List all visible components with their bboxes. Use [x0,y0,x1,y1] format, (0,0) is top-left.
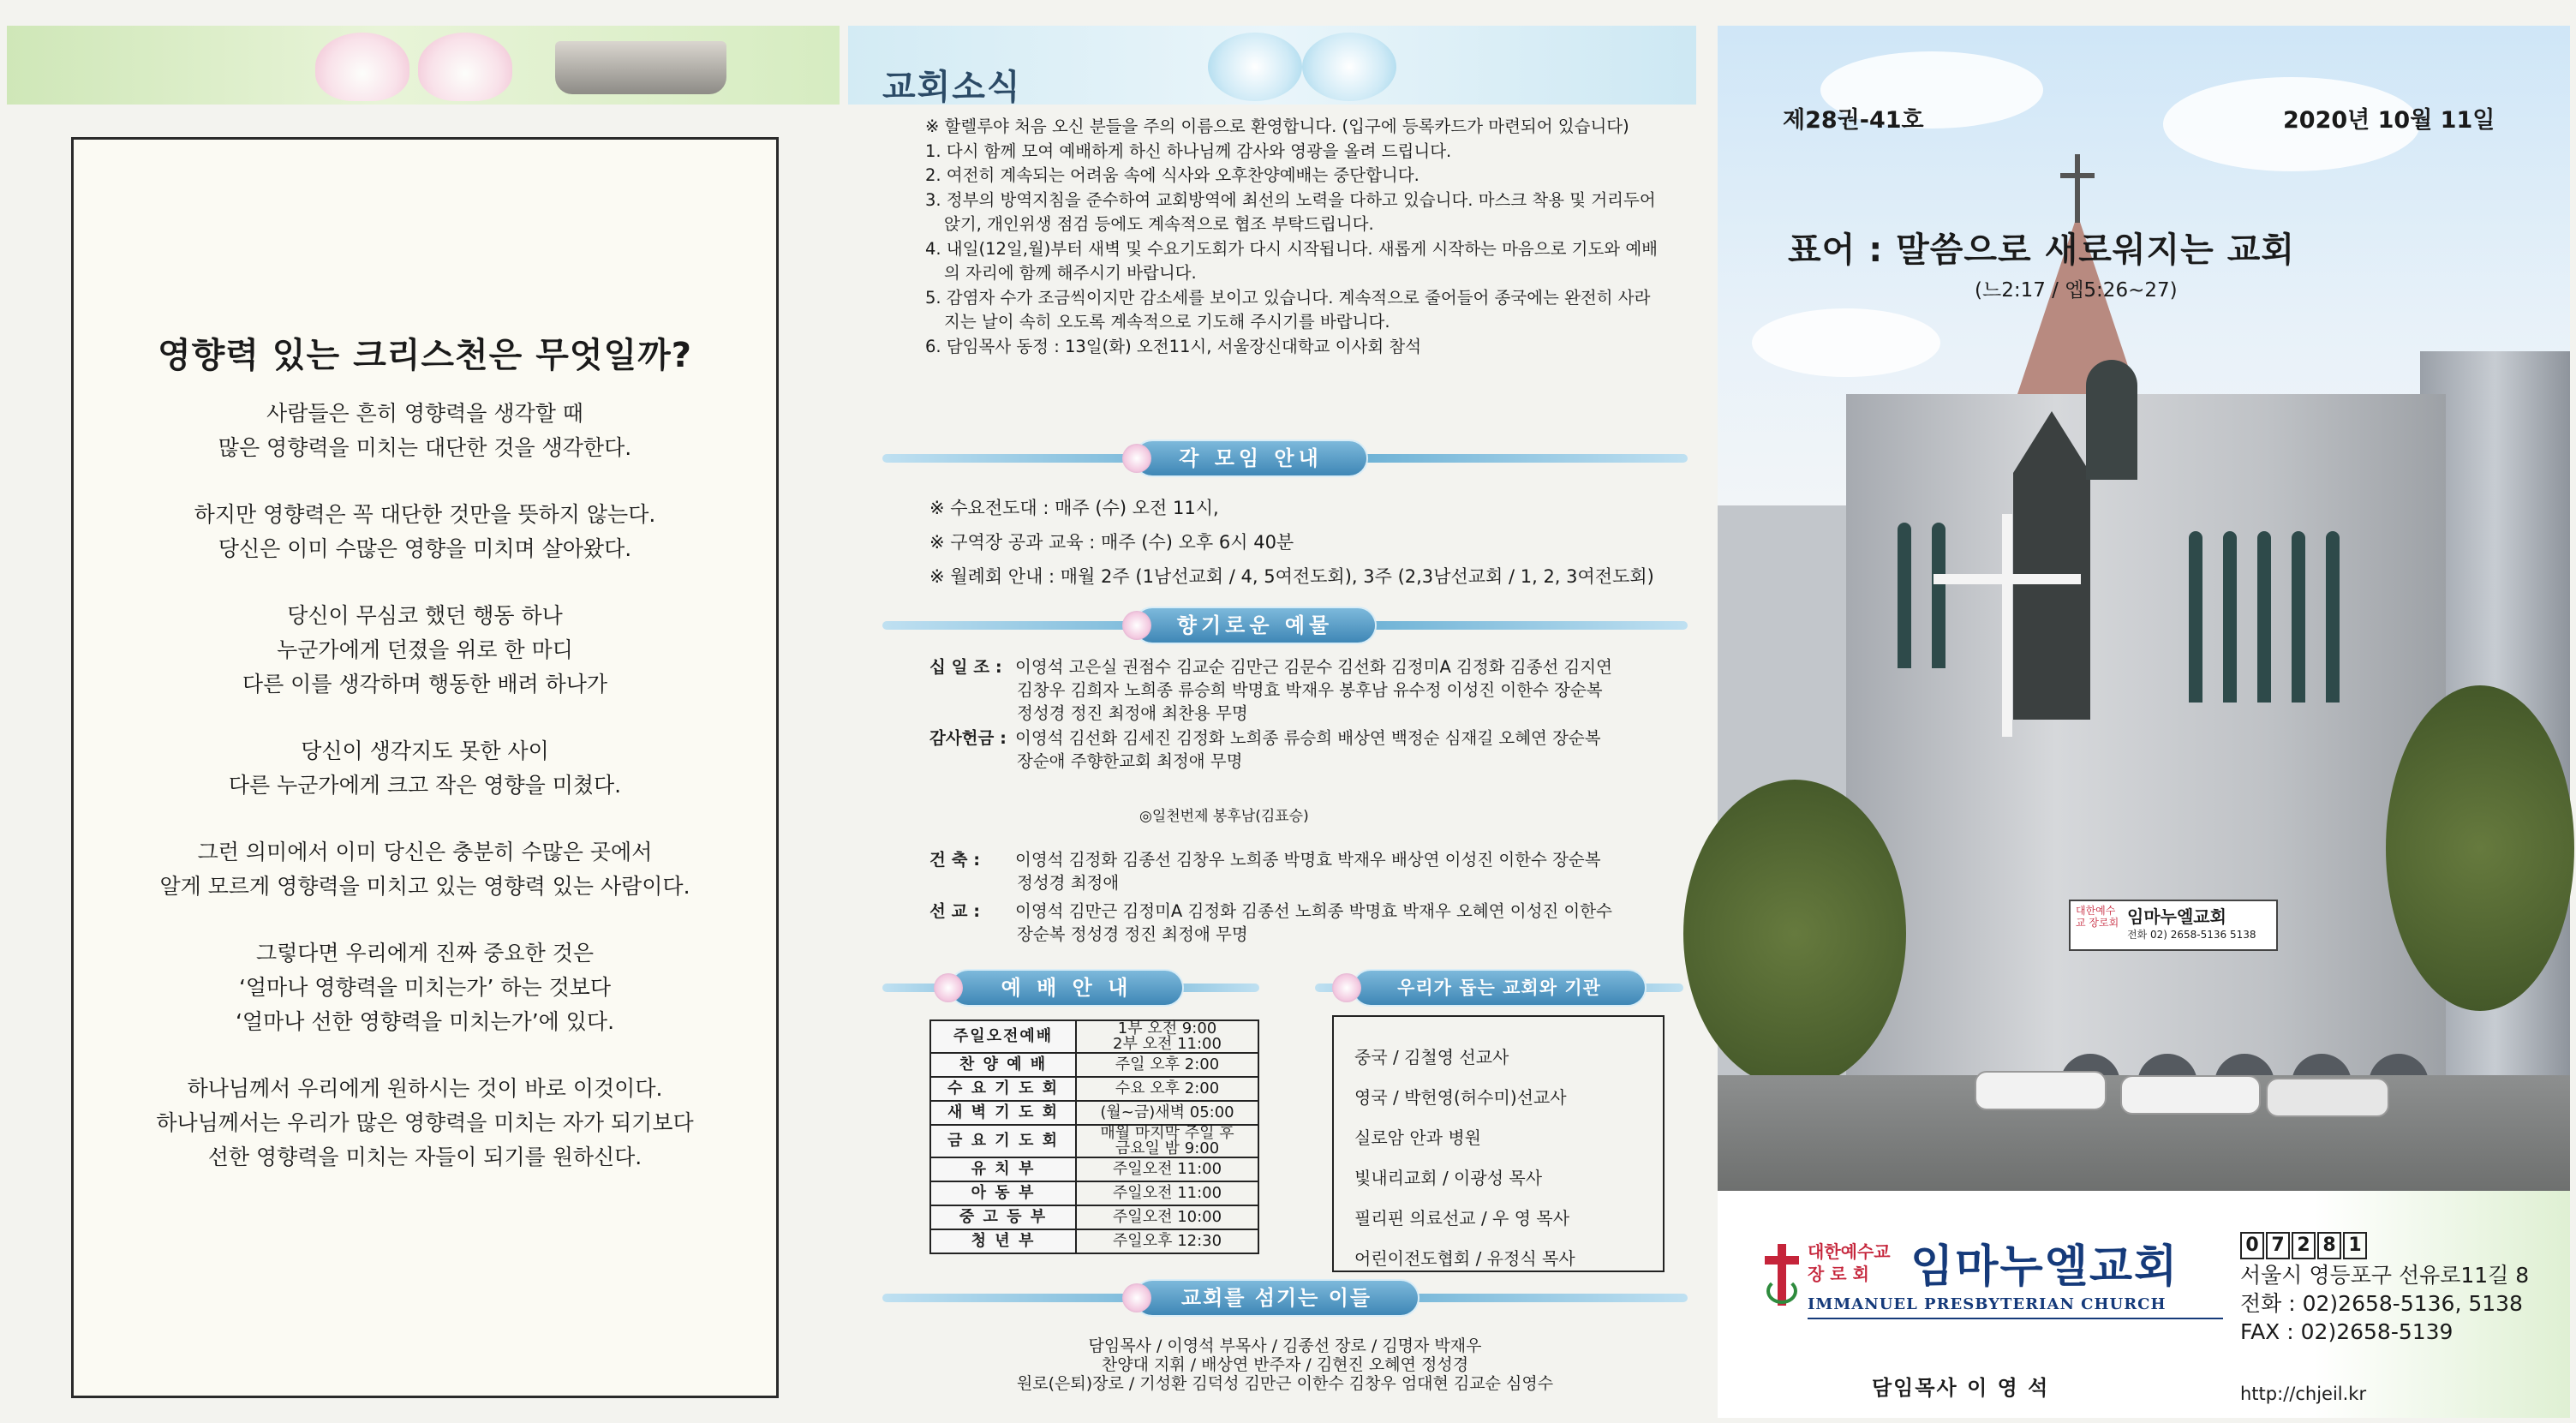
flower-icon [934,973,963,1002]
denomination: 대한예수교 장 로 회 [1808,1241,1891,1284]
flower-icon [1122,1283,1151,1312]
essay-stanza [74,599,776,702]
church-footer [1718,1191,2570,1418]
news-item: 5. 감염자 수가 조금씩이지만 감소세를 보이고 있습니다. 계속적으로 줄어들어 종국에는 완전히 사라 [925,287,1651,308]
motto-reference: (느2:17 / 엡5:26~27) [1975,279,2178,302]
worship-row [930,1205,1258,1229]
building-list: 건 축 : 이영석 김정화 김종선 김창우 노희종 박명효 박재우 배상연 이성진 이한수 장순복 정성경 최정애 [929,850,1601,893]
essay-line: 그렇다면 우리에게 진짜 중요한 것은 [255,941,595,966]
news-item: 의 자리에 함께 해주시기 바랍니다. [944,263,1197,283]
worship-row [930,1157,1258,1181]
church-name-english: IMMANUEL PRESBYTERIAN CHURCH [1808,1295,2167,1313]
news-item: ※ 할렐루야 처음 오신 분들을 주의 이름으로 환영합니다. (입구에 등록카드가 마련되어 있습니다) [925,117,1629,136]
essay-stanza [74,936,776,1039]
window [2189,531,2202,703]
underline [1808,1318,2223,1319]
offering-heading: 향기로운 예물 [1135,608,1375,643]
worship-row [930,1229,1258,1253]
postal-code: 0 7 2 8 1 [2240,1232,2369,1259]
tall-window [2013,411,2090,720]
essay-line: 사람들은 흔히 영향력을 생각할 때 [266,401,583,426]
church-name: 임마누엘교회 [1910,1241,2179,1293]
tall-window [2086,360,2137,480]
worship-heading: 예 배 안 내 [951,971,1182,1005]
essay-line: 그런 의미에서 이미 당신은 충분히 수많은 곳에서 [197,840,653,864]
thanks-list: 감사헌금 : 이영석 김선화 김세진 김정화 노희종 류승희 배상연 백정순 심재길 오혜연 장순복 장순애 주향한교회 최정애 무명 [929,728,1601,771]
worship-row [930,1077,1258,1101]
tree [2386,685,2574,1011]
meeting-item: ※ 월례회 안내 : 매월 2주 (1남선교회 / 4, 5여전도회), 3주 (2,3남선교회 / 1, 2, 3여전도회) [929,566,1654,587]
worship-time: 매월 마지막 주일 후 금요일 밤 9:00 [1076,1125,1258,1157]
church-photo [1718,26,2570,1191]
essay-line: 선한 영향력을 미치는 자들이 되기를 원하신다. [207,1145,643,1169]
essay-title: 영향력 있는 크리스천은 무엇일까? [158,336,692,375]
essay-line: ‘얼마나 선한 영향력을 미치는가’에 있다. [235,1009,615,1034]
essay-line: 많은 영향력을 미치는 대단한 것을 생각한다. [218,435,632,460]
support-heading: 우리가 돕는 교회와 기관 [1354,971,1645,1005]
church-motto: 표어 : 말씀으로 새로워지는 교회 [1788,230,2296,270]
essay-stanza [74,1072,776,1175]
worship-time: 1부 오전 9:00 2부 오전 11:00 [1076,1020,1258,1053]
essay-line: ‘얼마나 영향력을 미치는가’ 하는 것보다 [238,975,612,1000]
support-item: 실로암 안과 병원 [1354,1127,1481,1148]
worship-name: 주일오전예배 [930,1020,1076,1053]
essay-stanza [74,397,776,465]
essay-box [71,137,779,1398]
window [2223,531,2237,703]
worship-name: 금 요 기 도 회 [930,1125,1076,1157]
worship-row [930,1181,1258,1205]
facade-cross [1933,574,2081,584]
middle-panel [848,26,1696,1418]
worship-name: 유 치 부 [930,1157,1076,1181]
window [2292,531,2305,703]
car [2120,1075,2261,1115]
top-banner [7,26,840,105]
worship-row [930,1053,1258,1077]
window [1932,523,1945,668]
heart-decoration [418,33,512,101]
essay-line: 누군가에게 던졌을 위로 한 마디 [277,637,573,662]
essay-stanza [74,734,776,803]
cross-logo-icon [1765,1244,1799,1306]
phone: 전화 : 02)2658-5136, 5138 [2240,1291,2523,1316]
worship-table [929,1019,1259,1254]
support-item: 중국 / 김철영 선교사 [1354,1047,1509,1067]
essay-stanza [74,498,776,566]
cloud [1752,308,1940,377]
worship-time: (월~금)새벽 05:00 [1076,1101,1258,1125]
left-panel [7,26,840,1418]
support-item: 필리핀 의료선교 / 우 영 목사 [1354,1208,1570,1229]
essay-line: 당신은 이미 수많은 영향을 미치며 살아왔다. [218,536,632,561]
worship-name: 중 고 등 부 [930,1205,1076,1229]
essay-line: 하지만 영향력은 꼭 대단한 것만을 뜻하지 않는다. [194,502,656,527]
essay-line: 하나님께서 우리에게 원하시는 것이 바로 이것이다. [187,1076,663,1101]
news-item: 6. 담임목사 동정 : 13일(화) 오전11시, 서울장신대학교 이사회 참석 [925,336,1422,356]
support-item: 빛내리교회 / 이광성 목사 [1354,1168,1543,1188]
window [2326,531,2340,703]
bible-image [555,41,726,94]
worship-name: 아 동 부 [930,1181,1076,1205]
news-item: 4. 내일(12일,월)부터 새벽 및 수요기도회가 다시 시작됩니다. 새롭게 시작하는 마음으로 기도와 예배 [925,238,1659,259]
essay-line: 하나님께서는 우리가 많은 영향력을 미치는 자가 되기보다 [156,1110,694,1135]
essay-line: 다른 누군가에게 크고 작은 영향을 미쳤다. [228,773,622,798]
meeting-item: ※ 구역장 공과 교육 : 매주 (수) 오후 6시 40분 [929,532,1294,553]
first-offering: ◎일천번제 봉후남(김표승) [1139,808,1309,825]
news-item: 2. 여전히 계속되는 어려움 속에 식사와 오후찬양예배는 중단합니다. [925,165,1419,185]
contact-info [2240,1261,2529,1346]
tithe-list: 십 일 조 : 이영석 고은실 권점수 김교순 김만근 김문수 김선화 김정미A 김정화 김종선 김지연 김창우 김희자 노희종 류승희 박명효 박재우 봉후남 유수정 이성진 이한수 장순복 정성경 정진 최정애 최찬용 무명 [929,657,1612,723]
news-item: 앉기, 개인위생 점검 등에도 계속적으로 협조 부탁드립니다. [944,214,1374,234]
worship-name: 찬 양 예 배 [930,1053,1076,1077]
worship-time: 주일 오후 2:00 [1076,1053,1258,1077]
window [2257,531,2271,703]
essay-line: 다른 이를 생각하며 행동한 배려 하나가 [242,672,608,697]
serve-list: 담임목사 / 이영석 부목사 / 김종선 장로 / 김명자 박재우 찬양대 지휘 / 배상연 반주자 / 김현진 오혜연 정성경 원로(은퇴)장로 / 기성환 김덕성 김만근 이한수 김창우 엄대현 김교순 심영수 [1016,1336,1554,1393]
essay-body [74,397,776,1207]
heart-decoration [1208,33,1302,101]
support-item: 어린이전도협회 / 유정식 목사 [1354,1248,1575,1269]
worship-name: 수 요 기 도 회 [930,1077,1076,1101]
volume-number: 제28권-41호 [1783,107,1924,134]
support-item: 영국 / 박헌영(허수미)선교사 [1354,1087,1567,1108]
church-building [1846,394,2446,1148]
flower-icon [1122,611,1151,640]
news-item: 1. 다시 함께 모여 예배하게 하신 하나님께 감사와 영광을 올려 드립니다. [925,141,1452,161]
spire-cross [2075,154,2080,223]
heart-decoration [315,33,409,101]
worship-row [930,1020,1258,1053]
window [1898,523,1911,668]
church-sign: 대한예수교 장로회 임마누엘교회 전화 02) 2658-5136 5138 [2069,900,2278,951]
facade-cross [2002,514,2012,737]
meeting-item: ※ 수요전도대 : 매주 (수) 오전 11시, [929,498,1219,518]
spire-cross [2060,173,2095,178]
car [1975,1071,2107,1110]
issue-date: 2020년 10월 11일 [2283,107,2495,134]
flower-icon [1332,973,1361,1002]
fax: FAX : 02)2658-5139 [2240,1319,2453,1344]
essay-line: 알게 모르게 영향력을 미치고 있는 영향력 있는 사람이다. [159,874,690,899]
car [2266,1078,2389,1117]
heart-decoration [1302,33,1396,101]
worship-time: 주일오전 11:00 [1076,1181,1258,1205]
cover-panel [1718,26,2570,1418]
news-item: 지는 날이 속히 오도록 계속적으로 기도해 주시기를 바랍니다. [944,312,1390,332]
mission-list: 선 교 : 이영석 김만근 김정미A 김정화 김종선 노희종 박명효 박재우 오혜연 이성진 이한수 장순복 정성경 정진 최정애 무명 [929,901,1612,944]
worship-name: 청 년 부 [930,1229,1076,1253]
worship-row [930,1101,1258,1125]
worship-time: 주일오전 10:00 [1076,1205,1258,1229]
worship-name: 새 벽 기 도 회 [930,1101,1076,1125]
website-link[interactable]: http://chjeil.kr [2240,1384,2367,1404]
senior-pastor: 담임목사 이 영 석 [1872,1376,2050,1400]
essay-line: 당신이 생각지도 못한 사이 [301,738,549,763]
worship-time: 주일오전 11:00 [1076,1157,1258,1181]
support-box [1332,1015,1665,1272]
worship-row [930,1125,1258,1157]
tree [1683,780,1906,1088]
news-item: 3. 정부의 방역지침을 준수하여 교회방역에 최선의 노력을 다하고 있습니다. 마스크 착용 및 거리두어 [925,189,1656,210]
essay-stanza [74,835,776,904]
news-title: 교회소식 [882,68,1022,107]
meetings-heading: 각 모임 안내 [1135,441,1366,475]
flower-icon [1122,444,1151,473]
news-list [925,115,1688,359]
serve-heading: 교회를 섬기는 이들 [1135,1281,1418,1315]
essay-line: 당신이 무심코 했던 행동 하나 [287,603,563,628]
worship-time: 수요 오후 2:00 [1076,1077,1258,1101]
worship-time: 주일오후 12:30 [1076,1229,1258,1253]
address: 서울시 영등포구 선유로11길 8 [2240,1263,2530,1288]
